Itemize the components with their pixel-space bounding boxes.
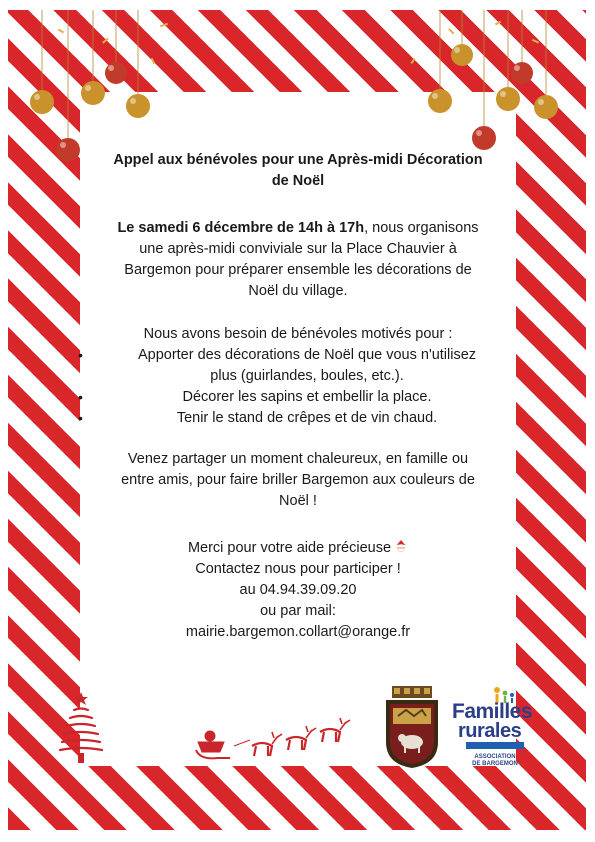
logo-assoc-line-1: ASSOCIATION (474, 754, 516, 760)
poster-content (80, 92, 516, 766)
invite-line-2: entre amis, pour faire briller Bargemon aux couleurs de (121, 472, 475, 488)
logo-bar (466, 742, 524, 749)
bullet-icon: • (78, 347, 83, 363)
list-item (78, 387, 498, 408)
intro-paragraph (98, 218, 498, 302)
logo-assoc-line-2: DE BARGEMON (472, 761, 518, 767)
coat-of-arms-icon (384, 686, 440, 770)
list-item-line-1: Décorer les sapins et embellir la place. (182, 389, 432, 405)
invite-paragraph (98, 449, 498, 512)
phone-number: au 04.94.39.09.20 (239, 582, 357, 598)
santa-sleigh-icon (190, 706, 360, 766)
list-item-line-1: Apporter des décorations de Noël que vous n'utilisez (137, 347, 477, 363)
list-item-line-2: plus (guirlandes, boules, etc.). (210, 368, 404, 384)
title-line-1: Appel aux bénévoles pour une Après-midi Décoration (113, 152, 483, 168)
logo-word-2: rurales (458, 720, 522, 742)
intro-day: samedi (138, 220, 189, 236)
logo-word-1: Familles (452, 700, 533, 723)
invite-line-3: Noël ! (279, 493, 317, 509)
logo-association (466, 754, 524, 768)
mail-label: ou par mail: (260, 603, 336, 619)
christmas-tree-icon (56, 690, 106, 766)
title-line-2: de Noël (271, 173, 325, 189)
contact-text: Contactez nous pour participer ! (195, 561, 401, 577)
list-item (78, 408, 498, 429)
santa-emoji-icon (394, 540, 408, 553)
intro-line-4: Noël du village. (248, 283, 348, 299)
familles-rurales-logo (452, 686, 532, 772)
bullet-icon: • (78, 389, 83, 405)
needs-heading: Nous avons besoin de bénévoles motivés pour : (143, 326, 453, 342)
list-item-line-1: Tenir le stand de crêpes et de vin chaud. (176, 410, 438, 426)
intro-rest: , nous organisons (364, 220, 479, 236)
needs-list (78, 345, 498, 429)
email-address: mairie.bargemon.collart@orange.fr (185, 624, 411, 640)
bullet-icon: • (78, 410, 83, 426)
thanks-text: Merci pour votre aide précieuse (187, 540, 392, 556)
contact-block (98, 538, 498, 643)
list-item (78, 345, 498, 387)
intro-line-3: Bargemon pour préparer ensemble les décorations de (124, 262, 472, 278)
event-date-time: 6 décembre de 14h à 17h (192, 220, 365, 236)
poster-title (98, 150, 498, 192)
intro-prefix: Le (117, 220, 139, 236)
invite-line-1: Venez partager un moment chaleureux, en famille ou (127, 451, 469, 467)
intro-line-2: une après-midi conviviale sur la Place Chauvier à (139, 241, 457, 257)
